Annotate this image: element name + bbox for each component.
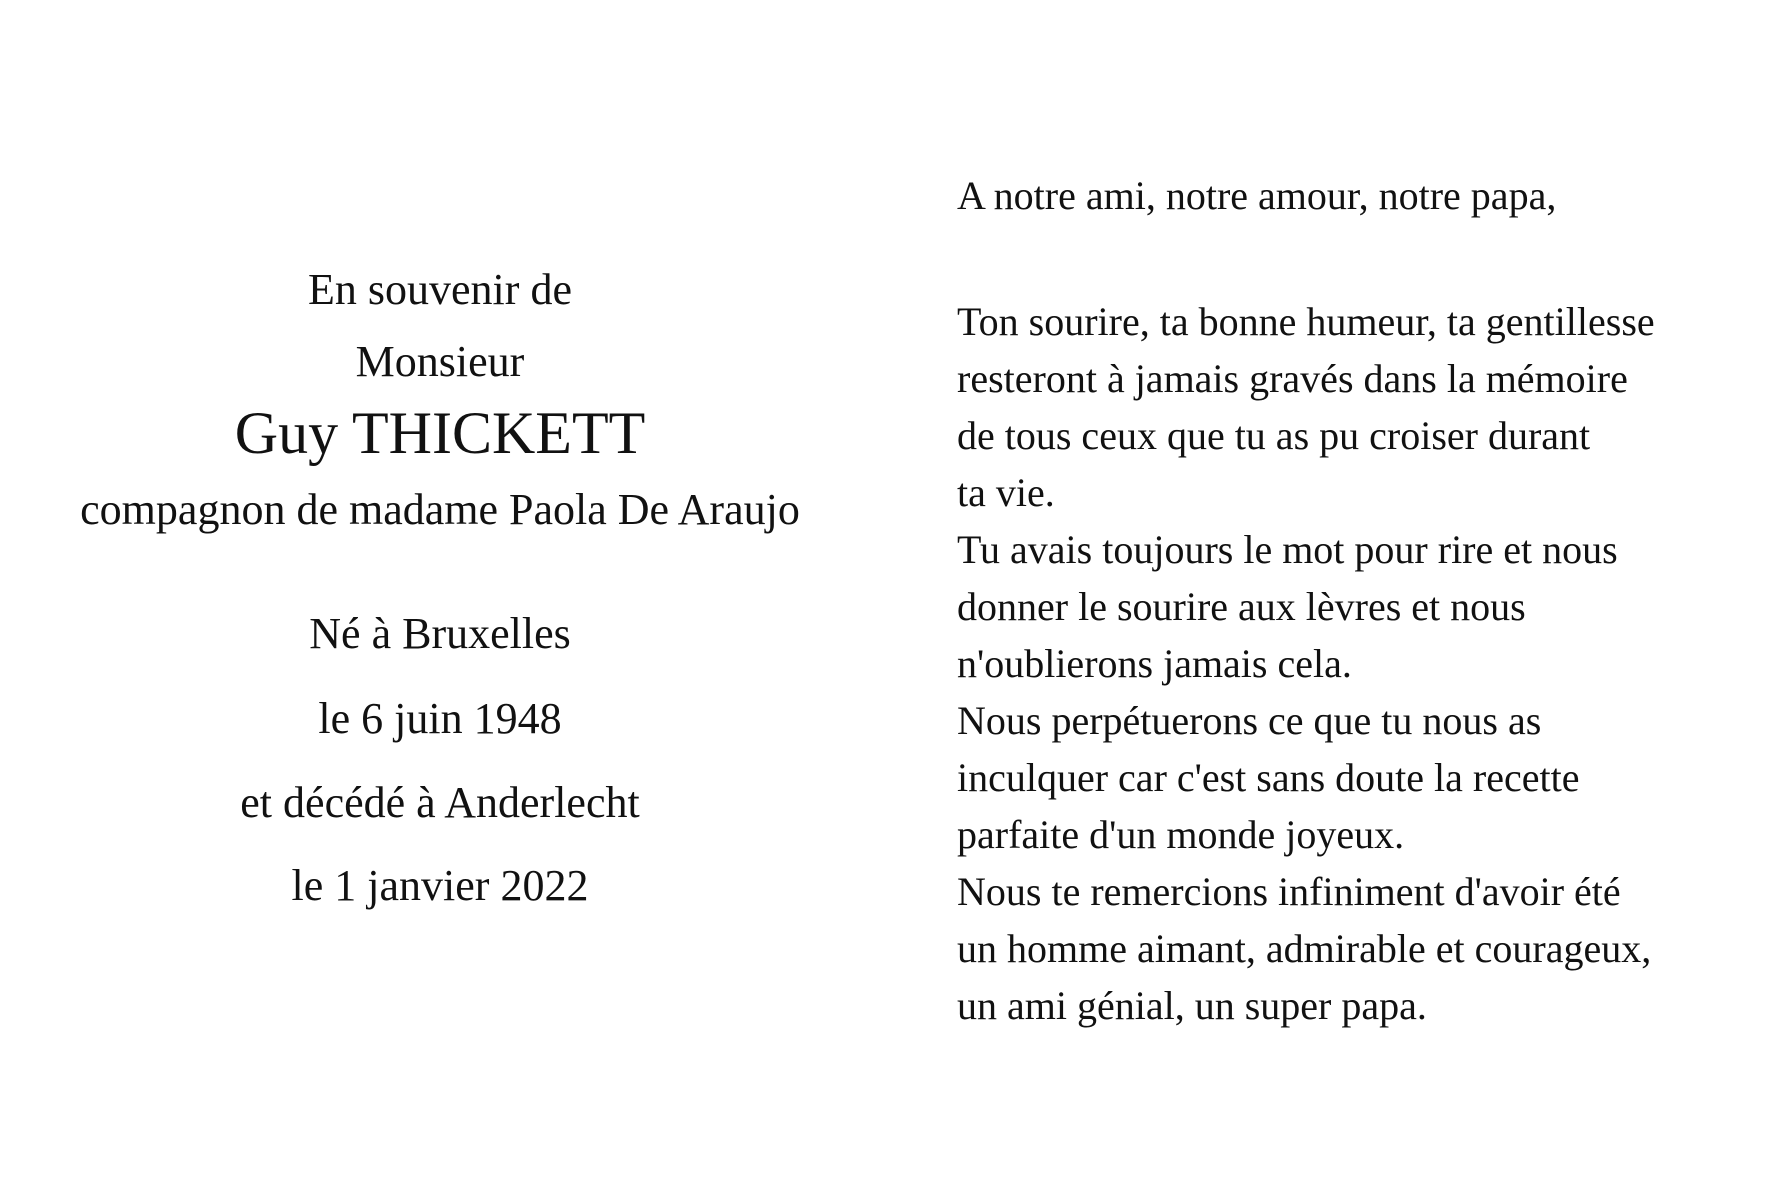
death-place: et décédé à Anderlecht [240,778,640,827]
tribute-line: n'oublierons jamais cela. [957,641,1352,686]
tribute-line: un homme aimant, admirable et courageux, [957,926,1652,971]
tribute-greeting: A notre ami, notre amour, notre papa, [957,173,1557,218]
companion-line: compagnon de madame Paola De Araujo [80,485,800,534]
tribute-line: Nous perpétuerons ce que tu nous as [957,698,1542,743]
tribute-line: resteront à jamais gravés dans la mémoire [957,356,1628,401]
tribute-line: Nous te remercions infiniment d'avoir été [957,869,1621,914]
honorific: Monsieur [355,337,525,386]
death-date: le 1 janvier 2022 [291,861,589,910]
in-memory-heading: En souvenir de [308,265,572,314]
tribute-line: de tous ceux que tu as pu croiser durant [957,413,1591,458]
tribute-line: ta vie. [957,470,1055,515]
tribute-line: inculquer car c'est sans doute la recette [957,755,1580,800]
tribute-line: Tu avais toujours le mot pour rire et nous [957,527,1618,572]
tribute-line: un ami génial, un super papa. [957,983,1427,1028]
tribute-line: Ton sourire, ta bonne humeur, ta gentillesse [957,299,1655,344]
tribute-line: parfaite d'un monde joyeux. [957,812,1405,857]
birth-place: Né à Bruxelles [309,609,571,658]
birth-date: le 6 juin 1948 [318,694,562,743]
tribute-paragraph [957,293,1757,1034]
tribute-line: donner le sourire aux lèvres et nous [957,584,1526,629]
deceased-name: Guy THICKETT [234,400,646,466]
